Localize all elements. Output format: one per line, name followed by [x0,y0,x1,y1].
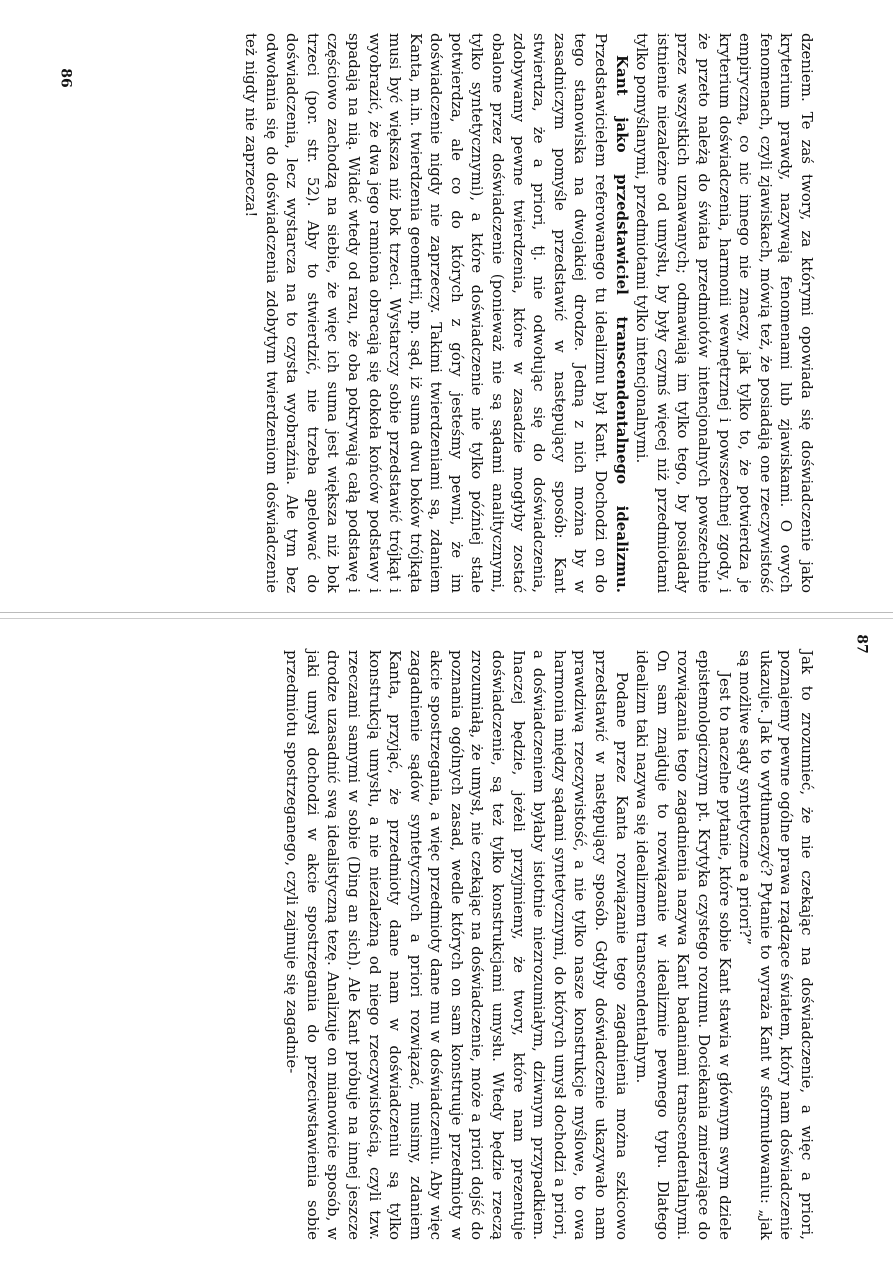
page-fold-line-shadow [0,618,893,619]
section-text: Przedstawicielem referowanego tu idealizmu był Kant. Dochodzi on do tego stanowiska na dwojakiej drodze. Jedną z nich można by w zasadniczym pomyśle przedstawić w następujący sposób: Kant stwierdza, że a priori, tj. nie odwołując się do doświadczenia, zdobywamy pewne twierdzenia, które w zasadzie mogłyby zostać obalone przez doświadczenie (ponieważ nie są sądami analitycznymi, tylko syntetycznymi), a które doświadczenie nie tylko później stale potwierdza, ale co do których z góry jesteśmy pewni, że im doświadczenie nigdy nie zaprzeczy. Takimi twierdzeniami są, zdaniem Kanta, m.in. twierdzenia geometrii, np. sąd, iż suma dwu boków trójkąta musi być większa niż bok trzeci. Wystarczy sobie przedstawić trójkąt i wyobrazić, że dwa jego ramiona obracają się dokoła końców podstawy i spadają na nią. Widać wtedy od razu, że oba pokrywają całą podstawę i częściowo zachodzą na siebie, że więc ich suma jest większa niż bok trzeci (por. str. 52). Aby to stwierdzić, nie trzeba apelować do doświadczenia, lecz wystarcza na to czysta wyobraźnia. Ale tym bez odwołania się do doświadczenia zdobytym twierdzeniom doświadczenie też nigdy nie zaprzecza! [241,32,610,593]
left-page [0,20,893,605]
section-heading: Kant jako przedstawiciel transcendentalnego idealizmu. [612,54,631,593]
left-paragraph-1: dzeniem. Te zaś twory, za którymi opowiada się doświadczenie jako kryterium prawdy, nazywają fenomenami lub zjawiskami. O owych fenomenach, czyli zjawiskach, mówią też, że posiadają one rzeczywistość empiryczną, co nic innego nie znaczy, jak tylko to, że potwierdza je kryterium doświadczenia, harmonii wewnętrznej i powszechnej zgody, i że przeto należą do świata przedmiotów intencjonalnych powszechnie przez wszystkich uznawanych; odmawiają im tylko tego, by posiadały istnienie niezależne od umysłu, by były czymś więcej niż przedmiotami tylko pomyślanymi, przedmiotami tylko intencjonalnymi. [632,32,816,593]
page-fold-line [0,612,893,613]
right-paragraph-2: Jest to naczelne pytanie, które sobie Kant stawia w głównym swym dziele epistemologicznym pt. Krytyka czystego rozumu. Dociekania zmierzające do rozwiązania tego zagadnienia nazywa Kant badaniami transcendentalnymi. On sam znajduje to rozwiązanie w idealizmie pewnego typu. Dlatego idealizm taki nazywa się idealizmem transcendentalnym. [632,650,734,1240]
right-paragraph-1: Jak to zrozumieć, że nie czekając na doświadczenie, a więc a priori, poznajemy pewne ogólne prawa rządzące światem, który nam doświadczenie ukazuje. Jak to wytłumaczyć? Pytanie to wyraża Kant w sformułowaniu: „jak są możliwe sądy syntetyczne a priori?” [735,650,816,1240]
left-column [240,33,817,593]
page-number-right: 87 [853,634,870,654]
left-section [240,33,631,593]
right-page-text [77,650,817,1240]
right-paragraph-3: Podane przez Kanta rozwiązanie tego zagadnienia można szkicowo przedstawić w następujący sposób. Gdyby doświadczenie ukazywało nam prawdziwą rzeczywistość, a nie tylko nasze konstrukcje myślowe, to owa harmonia między sądami syntetycznymi, do których umysł dochodzi a priori, a doświadczeniem byłaby istotnie niezrozumiałym, dziwnym przypadkiem. Inaczej będzie, jeżeli przyjmiemy, że twory, które nam prezentuje doświadczenie, są też tylko konstrukcjami umysłu. Wtedy będzie rzeczą zrozumiałą, że umysł, nie czekając na doświadczenie, może a priori dojść do poznania ogólnych zasad, wedle których on sam konstruuje przedmioty w akcie spostrzegania, a więc przedmioty dane mu w doświadczeniu. Aby więc zagadnienie sądów syntetycznych a priori rozwiązać, musimy, zdaniem Kanta, przyjąć, że przedmioty dane nam w doświadczeniu są tylko konstrukcją umysłu, a nie niezależną od niego rzeczywistością, czyli tzw. rzeczami samymi w sobie (Ding an sich). Ale Kant próbuje na innej jeszcze drodze uzasadnić swą idealistyczną tezę. Analizuje on mianowicie sposób, w jaki umysł dochodzi w akcie spostrzegania do przeciwstawienia sobie przedmiotu spostrzeganego, czyli zajmuje się zagadnie- [282,650,631,1240]
right-page [0,634,893,1250]
page-number-left: 86 [57,68,74,88]
right-column [281,650,816,1240]
left-page-text [77,33,817,593]
